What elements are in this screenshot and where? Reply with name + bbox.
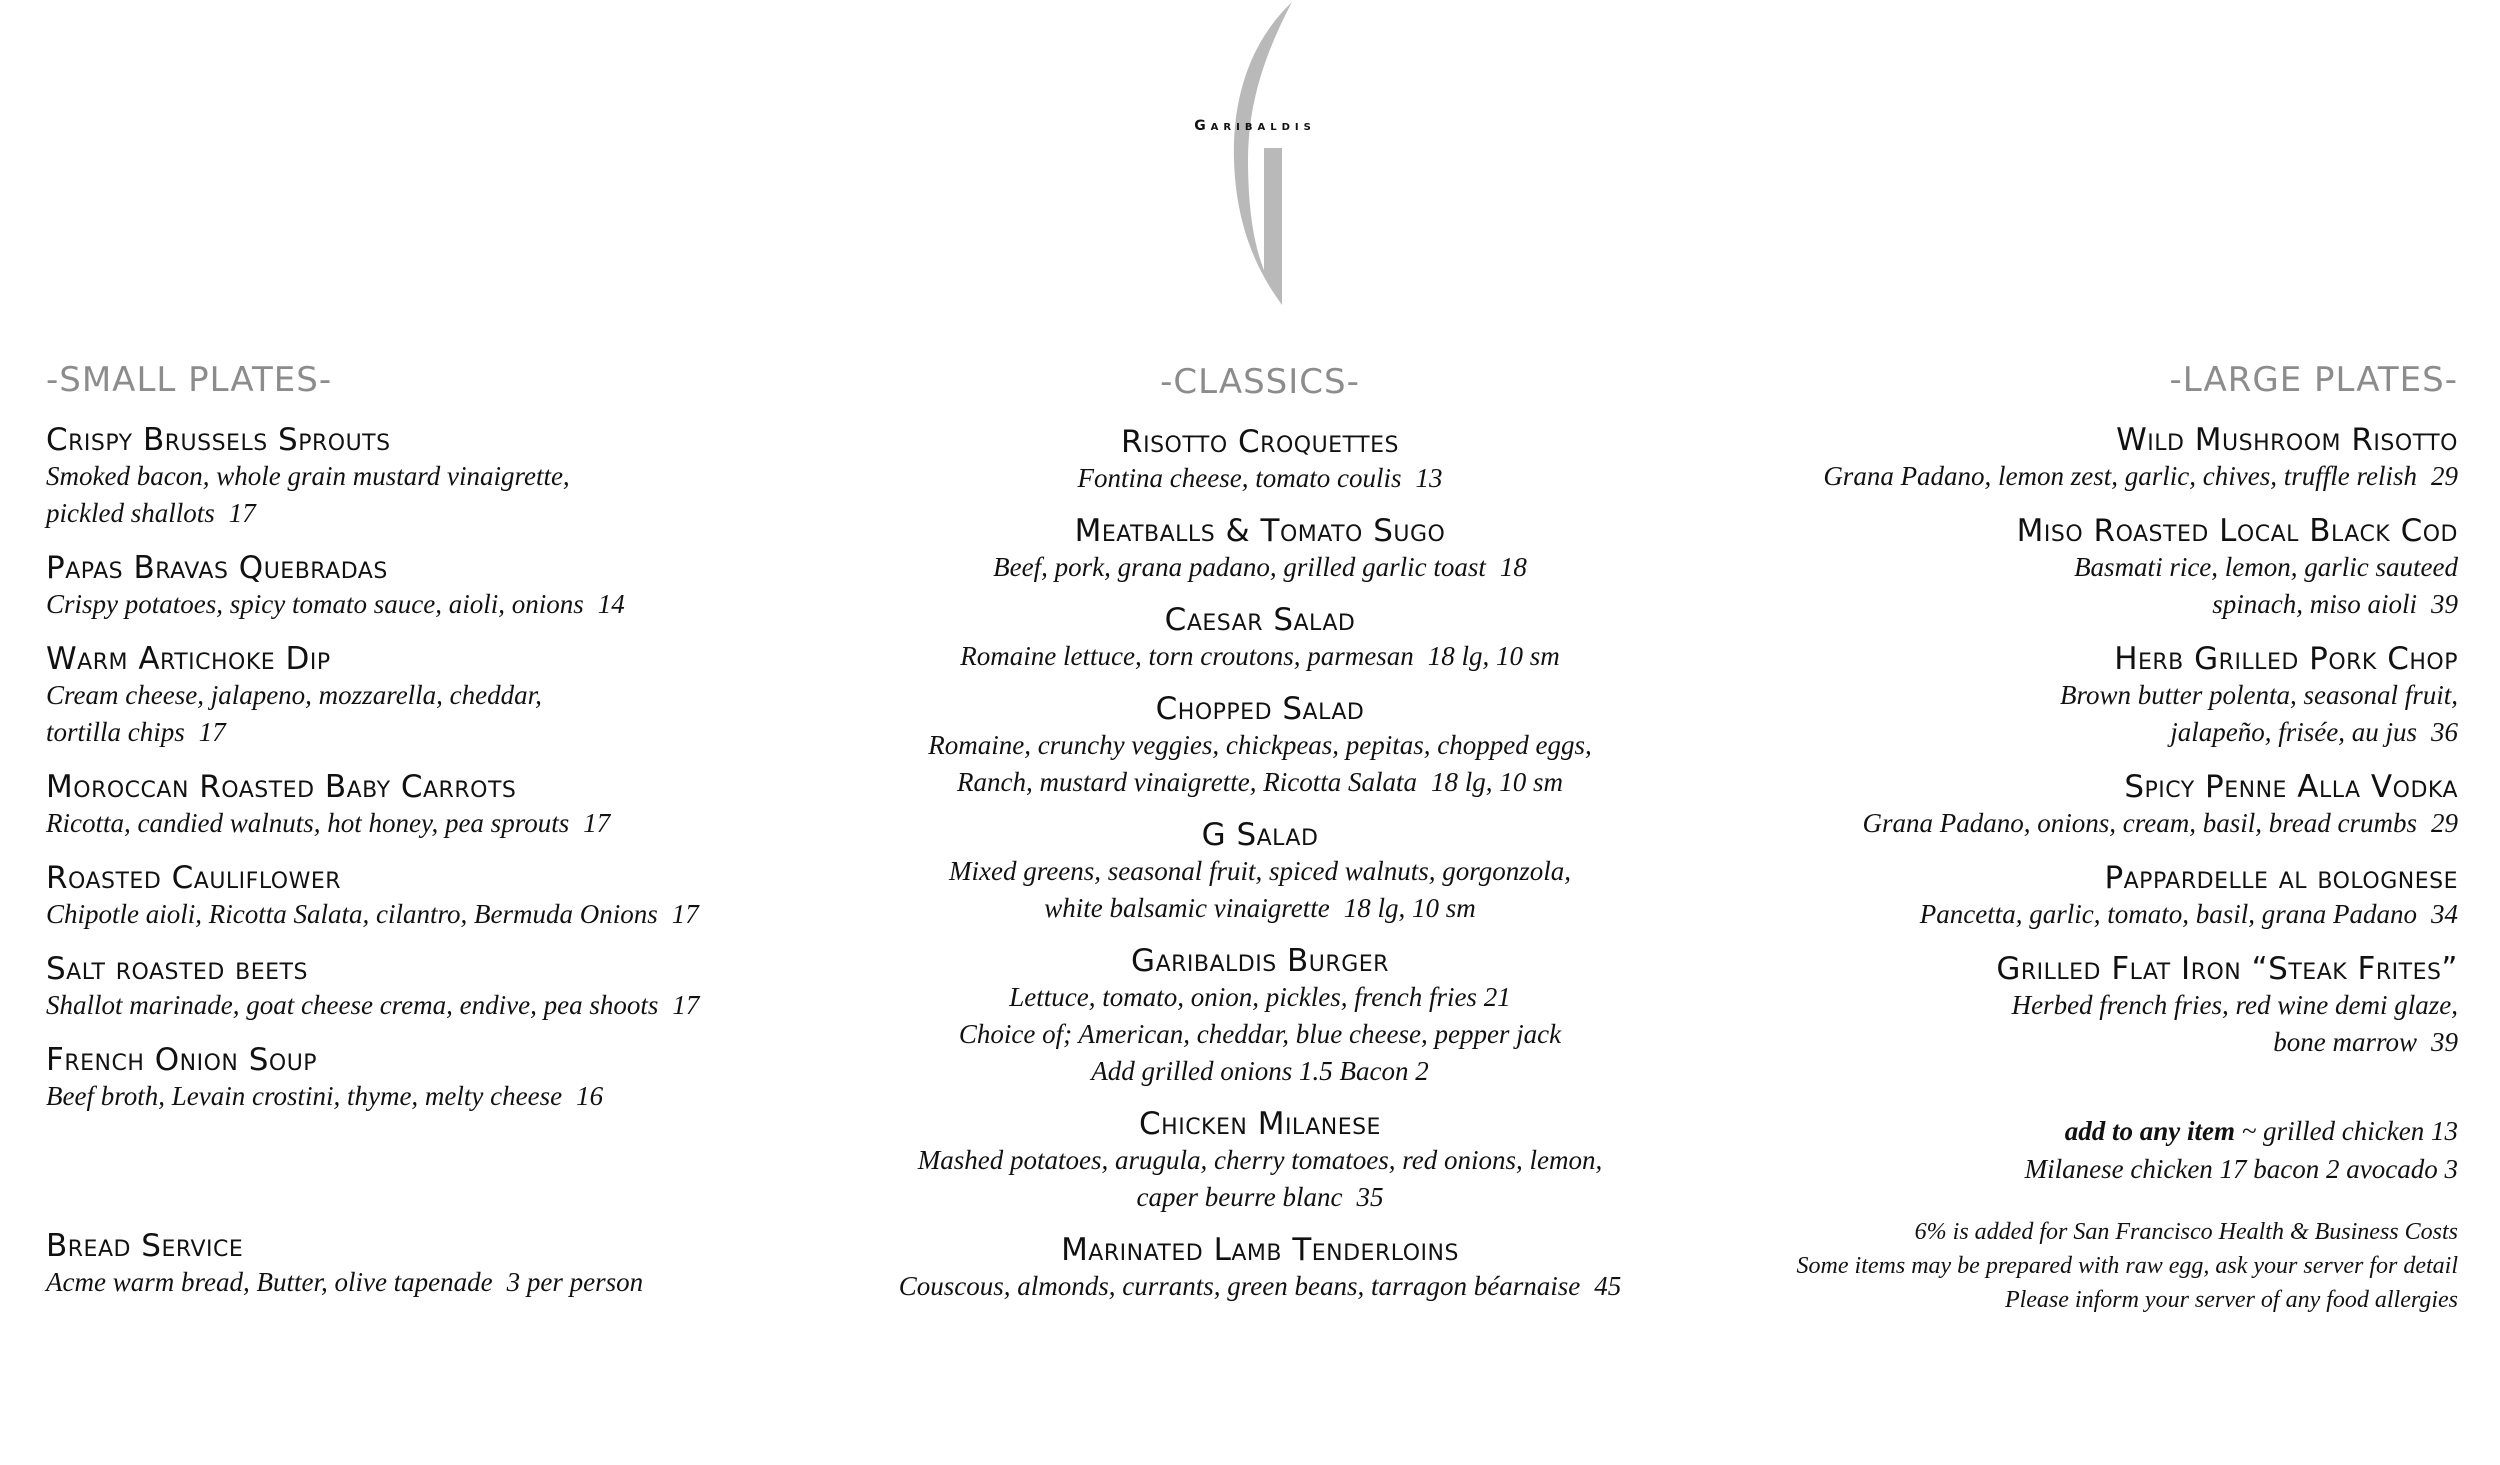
item-name: Warm Artichoke Dip [46, 641, 331, 677]
item-price: 14 [597, 589, 625, 619]
menu-item [46, 641, 826, 751]
menu-item [860, 602, 1660, 675]
item-price: 17 [583, 808, 611, 838]
note-allergies: Please inform your server of any food allergies [2004, 1287, 2458, 1313]
item-price: 34 [2431, 899, 2458, 929]
menu-item [46, 422, 826, 532]
item-description: Brown butter polenta, seasonal fruit, jalapeño, frisée, au jus 36 [2060, 680, 2458, 747]
item-name: Miso Roasted Local Black Cod [2016, 513, 2458, 549]
large-plates-column [1700, 360, 2458, 1079]
item-name: Salt roasted beets [46, 951, 308, 987]
menu-item [860, 424, 1660, 497]
item-name: Garibaldis Burger [1131, 943, 1389, 979]
item-name: Crispy Brussels Sprouts [46, 422, 391, 458]
note-health-costs: 6% is added for San Francisco Health & Business Costs [1914, 1219, 2458, 1245]
item-name: Chicken Milanese [1139, 1106, 1381, 1142]
item-price: 45 [1594, 1271, 1622, 1301]
menu-item [860, 691, 1660, 801]
menu-item [46, 860, 826, 933]
menu-item [46, 951, 826, 1024]
item-description: Fontina cheese, tomato coulis 13 [1077, 463, 1443, 493]
item-name: French Onion Soup [46, 1042, 318, 1078]
item-description: Romaine lettuce, torn croutons, parmesan 18 lg, 10 sm [960, 641, 1560, 671]
item-price: 35 [1356, 1182, 1384, 1212]
item-description: Herbed french fries, red wine demi glaze, bone marrow 39 [2011, 990, 2458, 1057]
small-plates-title: -SMALL PLATES- [46, 360, 333, 400]
item-description: Beef, pork, grana padano, grilled garlic toast 18 [993, 552, 1527, 582]
item-price: 16 [576, 1081, 604, 1111]
menu-item [46, 1042, 826, 1115]
item-description: Mashed potatoes, arugula, cherry tomatoes, red onions, lemon, caper beurre blanc 35 [917, 1145, 1603, 1212]
item-price: 29 [2431, 461, 2458, 491]
menu-item [1700, 769, 2458, 842]
menu-item [1700, 860, 2458, 933]
item-description: Beef broth, Levain crostini, thyme, melty cheese 16 [46, 1081, 604, 1111]
menu-item [860, 817, 1660, 927]
item-name: Meatballs & Tomato Sugo [1074, 513, 1446, 549]
garibaldis-logo [1160, 0, 1380, 310]
item-price: 18 lg, 10 sm [1343, 893, 1476, 923]
add-on-options [1700, 1112, 2458, 1188]
menu-item [1700, 951, 2458, 1061]
item-name: Pappardelle al bolognese [2104, 860, 2458, 896]
item-name: Papas Bravas Quebradas [46, 550, 388, 586]
g-logo-icon [1160, 0, 1380, 310]
item-price: 29 [2431, 808, 2458, 838]
item-name: G Salad [1201, 817, 1319, 853]
item-description: Pancetta, garlic, tomato, basil, grana Padano 34 [1919, 899, 2458, 929]
item-name: Moroccan Roasted Baby Carrots [46, 769, 517, 805]
add-on-label: add to any item [2064, 1116, 2235, 1146]
note-raw-egg: Some items may be prepared with raw egg, ask your server for detail [1796, 1253, 2458, 1279]
item-name: Marinated Lamb Tenderloins [1061, 1232, 1459, 1268]
item-name: Chopped Salad [1155, 691, 1365, 727]
item-price: 18 [1499, 552, 1527, 582]
item-description: Ricotta, candied walnuts, hot honey, pea sprouts 17 [46, 808, 611, 838]
item-price: 18 lg, 10 sm [1430, 767, 1563, 797]
classics-column [860, 360, 1660, 1321]
menu-item [860, 1106, 1660, 1216]
item-description: Grana Padano, lemon zest, garlic, chives, truffle relish 29 [1823, 461, 2458, 491]
menu-item [46, 550, 826, 623]
menu-item [860, 513, 1660, 586]
menu-notes [1640, 1215, 2458, 1317]
item-name: Caesar Salad [1164, 602, 1356, 638]
brand-name: Garibaldis [1194, 118, 1316, 134]
item-name: Herb Grilled Pork Chop [2114, 641, 2458, 677]
menu-item [46, 769, 826, 842]
menu-item [860, 1232, 1660, 1305]
item-price: 17 [671, 899, 699, 929]
item-description: Shallot marinade, goat cheese crema, endive, pea shoots 17 [46, 990, 700, 1020]
classics-title: -CLASSICS- [1160, 362, 1360, 402]
add-on-line-2: Milanese chicken 17 bacon 2 avocado 3 [2024, 1154, 2458, 1184]
item-description: Romaine, crunchy veggies, chickpeas, pepitas, chopped eggs, Ranch, mustard vinaigrette, Ricotta Salata 18 lg, 10 sm [928, 730, 1592, 797]
item-name: Spicy Penne Alla Vodka [2124, 769, 2458, 805]
item-name: Grilled Flat Iron “Steak Frites” [1996, 951, 2458, 987]
item-price: 13 [1415, 463, 1443, 493]
item-description: Basmati rice, lemon, garlic sauteed spinach, miso aioli 39 [2074, 552, 2458, 619]
item-price: 36 [2431, 717, 2458, 747]
menu-item [860, 943, 1660, 1090]
item-price: 17 [672, 990, 700, 1020]
item-description: Couscous, almonds, currants, green beans, tarragon béarnaise 45 [898, 1271, 1622, 1301]
small-plates-column [46, 360, 826, 1133]
item-price: 3 per person [506, 1267, 644, 1297]
item-description: Smoked bacon, whole grain mustard vinaigrette, pickled shallots 17 [46, 461, 570, 528]
item-name: Wild Mushroom Risotto [2116, 422, 2458, 458]
item-name: Risotto Croquettes [1121, 424, 1399, 460]
item-price: 17 [228, 498, 256, 528]
item-price: 39 [2431, 1027, 2458, 1057]
menu-item [1700, 513, 2458, 623]
item-description: Mixed greens, seasonal fruit, spiced walnuts, gorgonzola, white balsamic vinaigrette 18 lg, 10 sm [949, 856, 1571, 923]
item-description: Acme warm bread, Butter, olive tapenade 3 per person [46, 1267, 644, 1297]
bread-service-item [46, 1228, 826, 1301]
item-description: Grana Padano, onions, cream, basil, bread crumbs 29 [1862, 808, 2458, 838]
item-price: 17 [198, 717, 226, 747]
item-description: Lettuce, tomato, onion, pickles, french fries 21 Choice of; American, cheddar, blue cheese, pepper jack Add grilled onions 1.5 Bacon 2 [958, 982, 1562, 1086]
item-name: Roasted Cauliflower [46, 860, 342, 896]
item-name: Bread Service [46, 1228, 244, 1264]
menu-item [1700, 641, 2458, 751]
item-price: 18 lg, 10 sm [1427, 641, 1560, 671]
item-description: Crispy potatoes, spicy tomato sauce, aioli, onions 14 [46, 589, 625, 619]
item-price: 39 [2431, 589, 2458, 619]
add-on-line-1: add to any item ~ grilled chicken 13 [2064, 1116, 2458, 1146]
large-plates-title: -LARGE PLATES- [2169, 360, 2458, 400]
item-description: Cream cheese, jalapeno, mozzarella, cheddar, tortilla chips 17 [46, 680, 542, 747]
menu-item [1700, 422, 2458, 495]
item-description: Chipotle aioli, Ricotta Salata, cilantro, Bermuda Onions 17 [46, 899, 699, 929]
